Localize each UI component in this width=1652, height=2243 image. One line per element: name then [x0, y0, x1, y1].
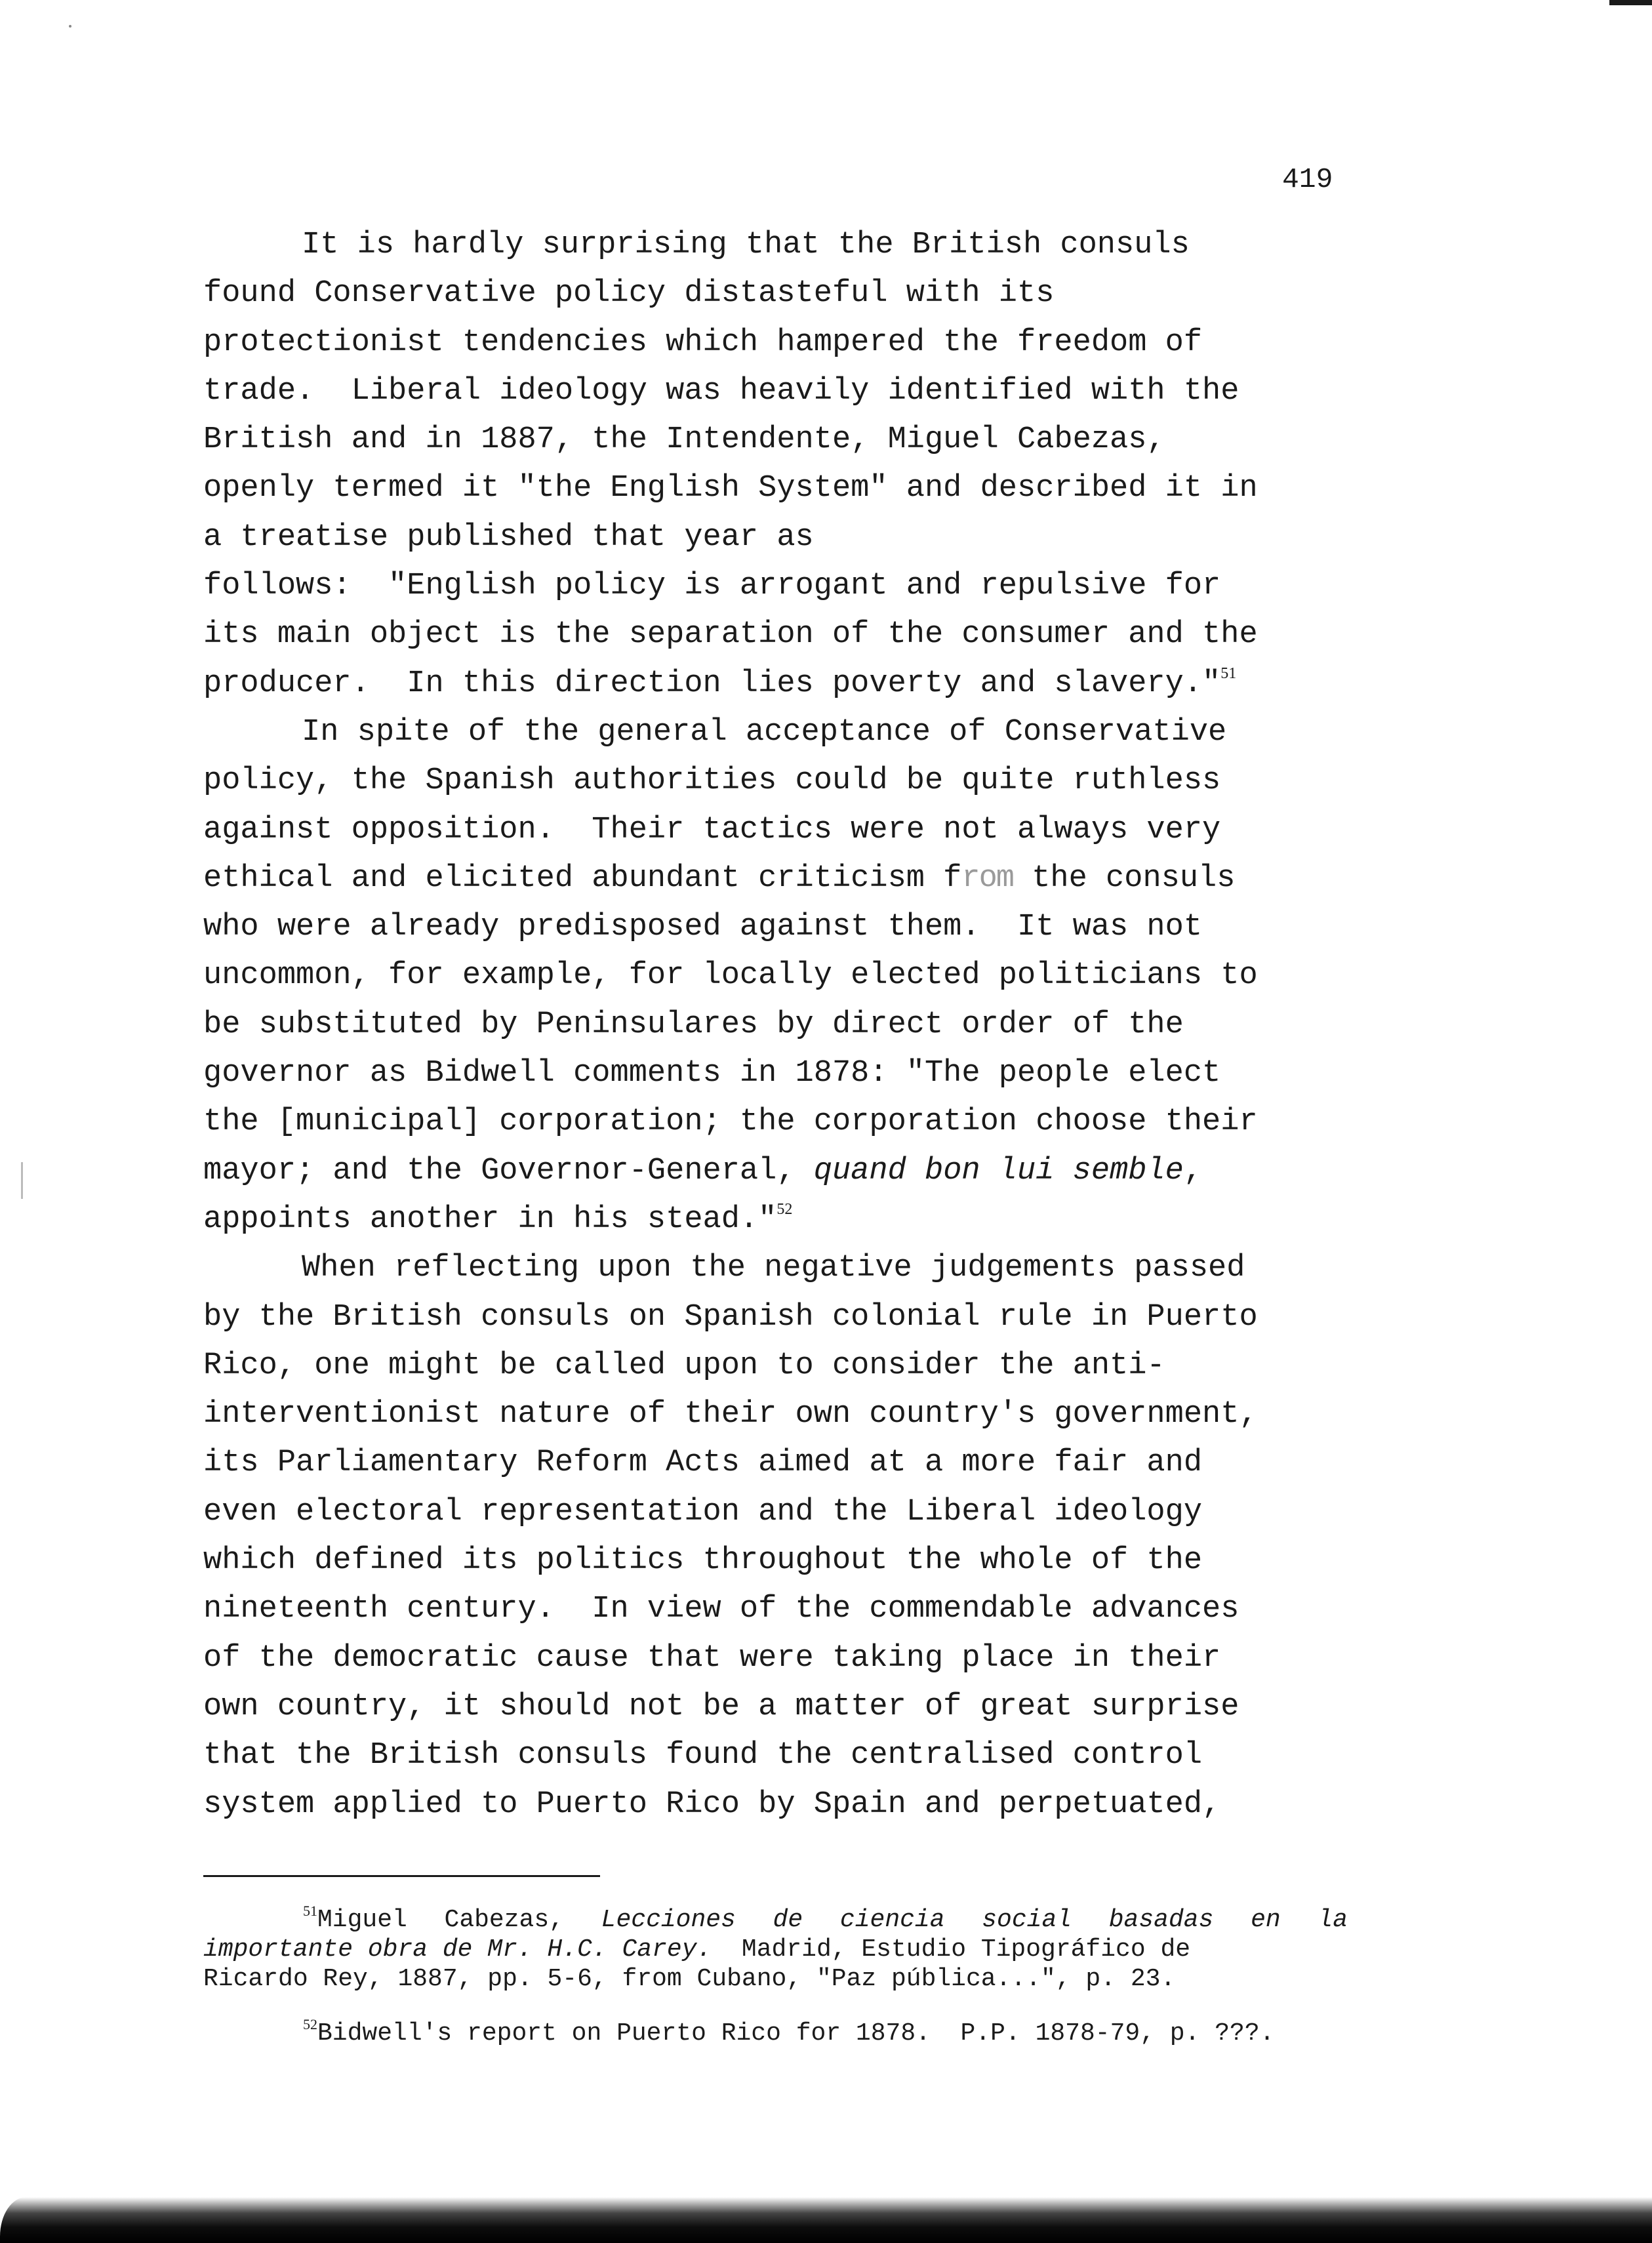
text-line: system applied to Puerto Rico by Spain and perpetuated, [203, 1787, 1221, 1822]
text-line: which defined its politics throughout the whole of the [203, 1543, 1203, 1579]
footnote-line: Ricardo Rey, 1887, pp. 5-6, from Cubano, "Paz pública...", p. 23. [203, 1965, 1176, 1993]
footnote-divider [203, 1875, 600, 1877]
footnotes [203, 1905, 1348, 2048]
text-line [203, 1147, 1338, 1196]
text-line: its Parliamentary Reform Acts aimed at a more fair and [203, 1445, 1203, 1481]
text-line: In spite of the general acceptance of Conservative [302, 714, 1227, 750]
line-text: appoints another in his stead." [203, 1202, 777, 1237]
text-line: When reflecting upon the negative judgements passed [302, 1251, 1245, 1286]
text-line: by the British consuls on Spanish colonial rule in Puerto [203, 1299, 1258, 1335]
text-line: of the democratic cause that were taking place in their [203, 1640, 1221, 1676]
text-line: against opposition. Their tactics were not always very [203, 812, 1221, 847]
text-line: policy, the Spanish authorities could be quite ruthless [203, 763, 1221, 799]
text-line: found Conservative policy distasteful with its [203, 276, 1055, 312]
text-line: British and in 1887, the Intendente, Miguel Cabezas, [203, 422, 1165, 458]
smudged-text: rom [961, 860, 1014, 896]
paragraph-3 [203, 1244, 1338, 1829]
footnote-number: 51 [303, 1903, 317, 1919]
text-line: protectionist tendencies which hampered the freedom of [203, 325, 1203, 360]
text-line: Rico, one might be called upon to consider the anti- [203, 1348, 1165, 1383]
text-line: a treatise published that year as [203, 519, 814, 555]
text-line: who were already predisposed against them. It was not [203, 910, 1203, 945]
line-text: ethical and elicited abundant criticism f [203, 860, 962, 896]
text-line [203, 660, 1338, 708]
text-line: governor as Bidwell comments in 1878: "The people elect [203, 1056, 1221, 1091]
footnote-line [203, 1935, 1348, 1964]
line-text: , [1183, 1153, 1203, 1188]
footnote-line [203, 2016, 1348, 2048]
footnote-ref-51[interactable]: 51 [1220, 664, 1237, 682]
text-line: own country, it should not be a matter of great surprise [203, 1689, 1239, 1724]
text-line: interventionist nature of their own country's government, [203, 1397, 1258, 1432]
footnote-51 [203, 1905, 1348, 1994]
text-line: follows: "English policy is arrogant and repulsive for [203, 569, 1221, 604]
footnote-ref-52[interactable]: 52 [776, 1200, 793, 1218]
italic-phrase: quand bon lui semble [813, 1153, 1184, 1188]
text-line [203, 855, 1338, 903]
line-text: the consuls [1013, 860, 1236, 896]
margin-mark [21, 1162, 23, 1199]
page-number: 419 [1282, 163, 1333, 195]
text-line: uncommon, for example, for locally elected politicians to [203, 958, 1258, 994]
footnote-title: importante obra de Mr. H.C. Carey. [203, 1935, 712, 1964]
footnote-text: Bidwell's report on Puerto Rico for 1878. P.P. 1878-79, p. ???. [317, 2019, 1275, 2048]
text-line: trade. Liberal ideology was heavily identified with the [203, 373, 1239, 409]
text-line: be substituted by Peninsulares by direct order of the [203, 1007, 1184, 1042]
text-line: even electoral representation and the Liberal ideology [203, 1494, 1203, 1529]
footnote-line [203, 1905, 1348, 1935]
footnote-title: Lecciones de ciencia social basadas en la [601, 1906, 1348, 1934]
scan-edge-mark [1609, 0, 1652, 5]
footnote-52 [203, 2016, 1348, 2048]
text-line: nineteenth century. In view of the commendable advances [203, 1592, 1239, 1627]
line-text: producer. In this direction lies poverty and slavery." [203, 666, 1221, 701]
footnote-text: Miguel Cabezas, [317, 1906, 601, 1934]
paragraph-1 [203, 221, 1338, 708]
footnote-text: Madrid, Estudio Tipográfico de [712, 1935, 1191, 1964]
text-line: its main object is the separation of the consumer and the [203, 617, 1258, 653]
paragraph-2 [203, 708, 1338, 1244]
text-line: It is hardly surprising that the British consuls [302, 228, 1190, 262]
text-line: openly termed it "the English System" and described it in [203, 471, 1258, 506]
footnote-number: 52 [303, 2016, 317, 2032]
main-text [203, 221, 1338, 1829]
text-line [203, 1196, 1338, 1244]
scan-bottom-shadow [0, 2197, 1652, 2243]
text-line: that the British consuls found the centralised control [203, 1738, 1203, 1773]
scan-speck [69, 25, 71, 28]
line-text: mayor; and the Governor-General, [203, 1153, 814, 1188]
text-line: the [municipal] corporation; the corporation choose their [203, 1104, 1258, 1140]
